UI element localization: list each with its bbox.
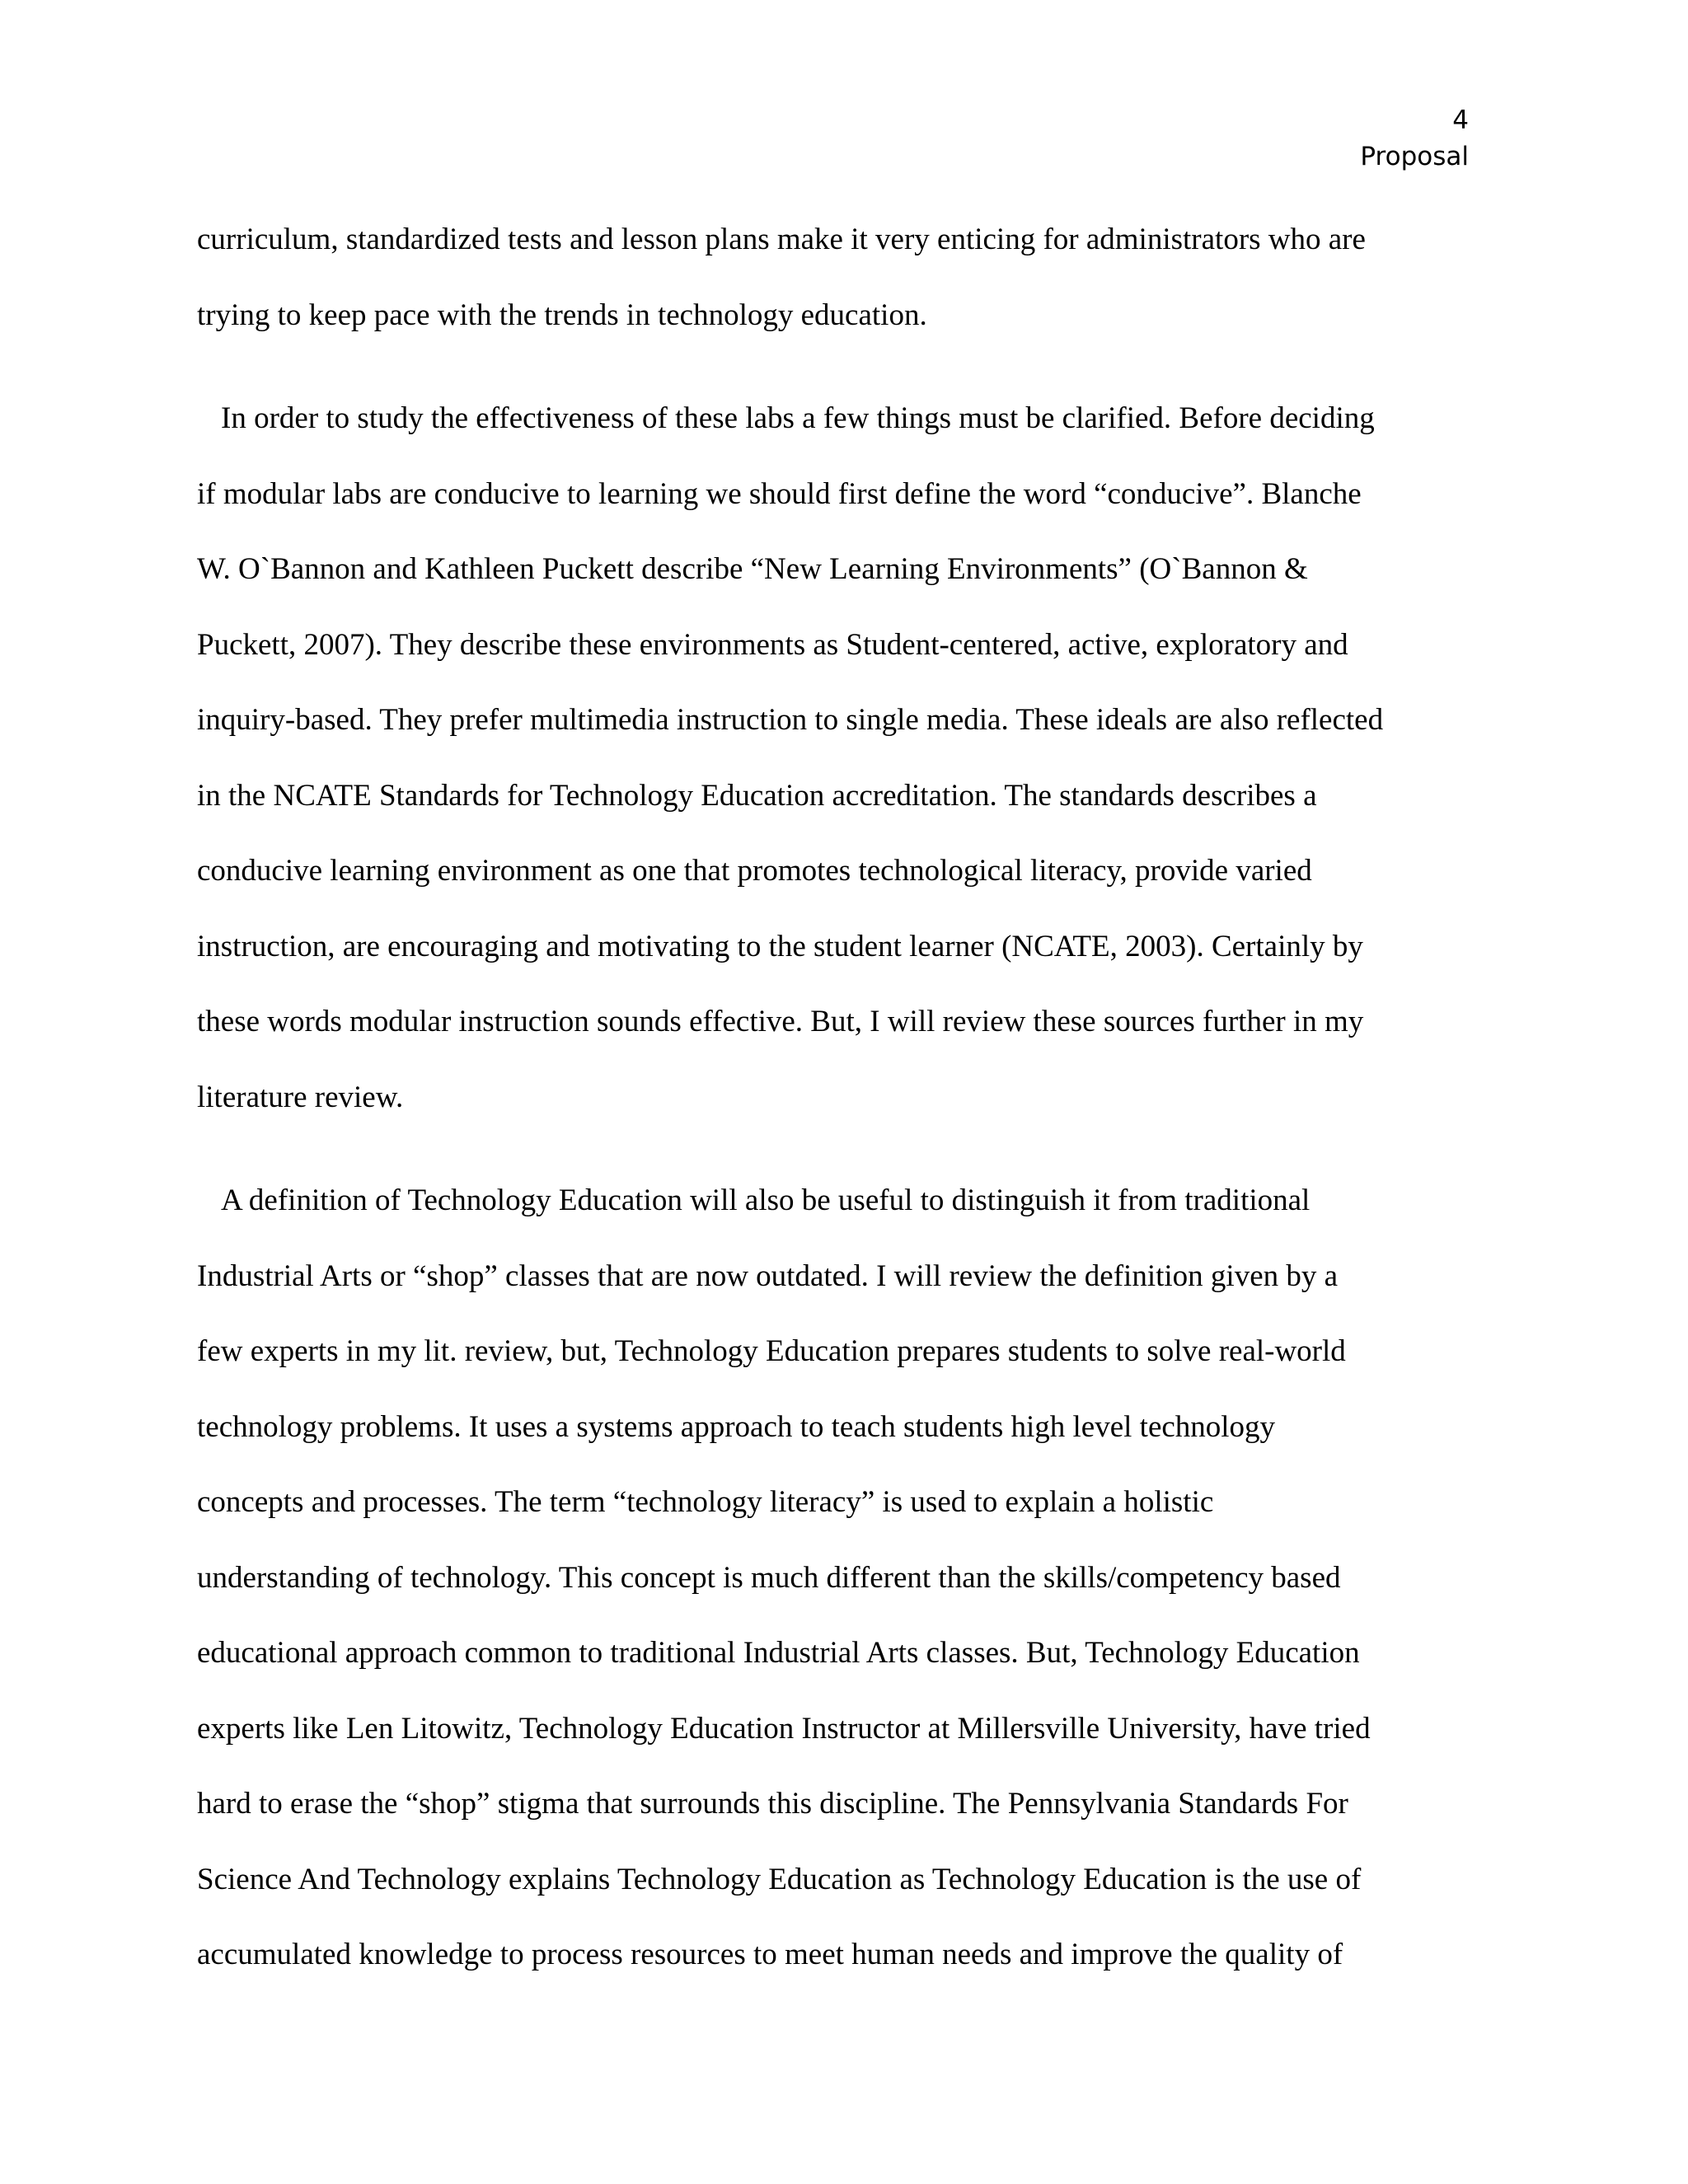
text-line: literature review.	[197, 1080, 404, 1114]
paragraph-2	[197, 381, 1499, 1135]
text-line: inquiry-based. They prefer multimedia instruction to single media. These ideals are also reflected	[197, 703, 1384, 737]
text-line: conducive learning environment as one that promotes technological literacy, provide varied	[197, 854, 1312, 888]
text-line: curriculum, standardized tests and lesson plans make it very enticing for administrators who are	[197, 223, 1366, 256]
text-line: In order to study the effectiveness of these labs a few things must be clarified. Before deciding	[221, 401, 1375, 435]
paragraph-3	[197, 1163, 1499, 1993]
document-body	[197, 202, 1499, 1993]
text-line: few experts in my lit. review, but, Technology Education prepares students to solve real-world	[197, 1334, 1346, 1368]
text-line: A definition of Technology Education will also be useful to distinguish it from traditional	[221, 1183, 1311, 1217]
text-line: accumulated knowledge to process resources to meet human needs and improve the quality of	[197, 1938, 1343, 1971]
paragraph-1	[197, 202, 1499, 353]
text-line: Puckett, 2007). They describe these environments as Student-centered, active, exploratory and	[197, 627, 1348, 662]
text-line: in the NCATE Standards for Technology Education accreditation. The standards describes a	[197, 778, 1317, 813]
page-number: 4	[1452, 105, 1469, 135]
text-line: W. O`Bannon and Kathleen Puckett describe “New Learning Environments” (O`Bannon &	[197, 552, 1308, 586]
text-line: concepts and processes. The term “technology literacy” is used to explain a holistic	[197, 1485, 1214, 1519]
text-line: technology problems. It uses a systems approach to teach students high level technology	[197, 1409, 1276, 1444]
text-line: Science And Technology explains Technology Education as Technology Education is the use of	[197, 1862, 1362, 1896]
running-title: Proposal	[1360, 142, 1469, 171]
text-line: understanding of technology. This concept is much different than the skills/competency based	[197, 1560, 1341, 1595]
text-line: Industrial Arts or “shop” classes that are now outdated. I will review the definition given by a	[197, 1258, 1339, 1293]
text-line: if modular labs are conducive to learning we should first define the word “conducive”. Blanche	[197, 476, 1362, 511]
text-line: these words modular instruction sounds effective. But, I will review these sources further in my	[197, 1005, 1364, 1038]
paragraph-spacer	[197, 353, 1499, 381]
text-line: educational approach common to traditional Industrial Arts classes. But, Technology Education	[197, 1636, 1360, 1670]
page-header	[1360, 102, 1469, 175]
text-line: experts like Len Litowitz, Technology Education Instructor at Millersville University, have tried	[197, 1711, 1371, 1746]
text-line: trying to keep pace with the trends in technology education.	[197, 298, 927, 332]
text-line: instruction, are encouraging and motivating to the student learner (NCATE, 2003). Certainly by	[197, 929, 1363, 963]
text-line: hard to erase the “shop” stigma that surrounds this discipline. The Pennsylvania Standards For	[197, 1787, 1348, 1821]
paragraph-spacer	[197, 1135, 1499, 1163]
